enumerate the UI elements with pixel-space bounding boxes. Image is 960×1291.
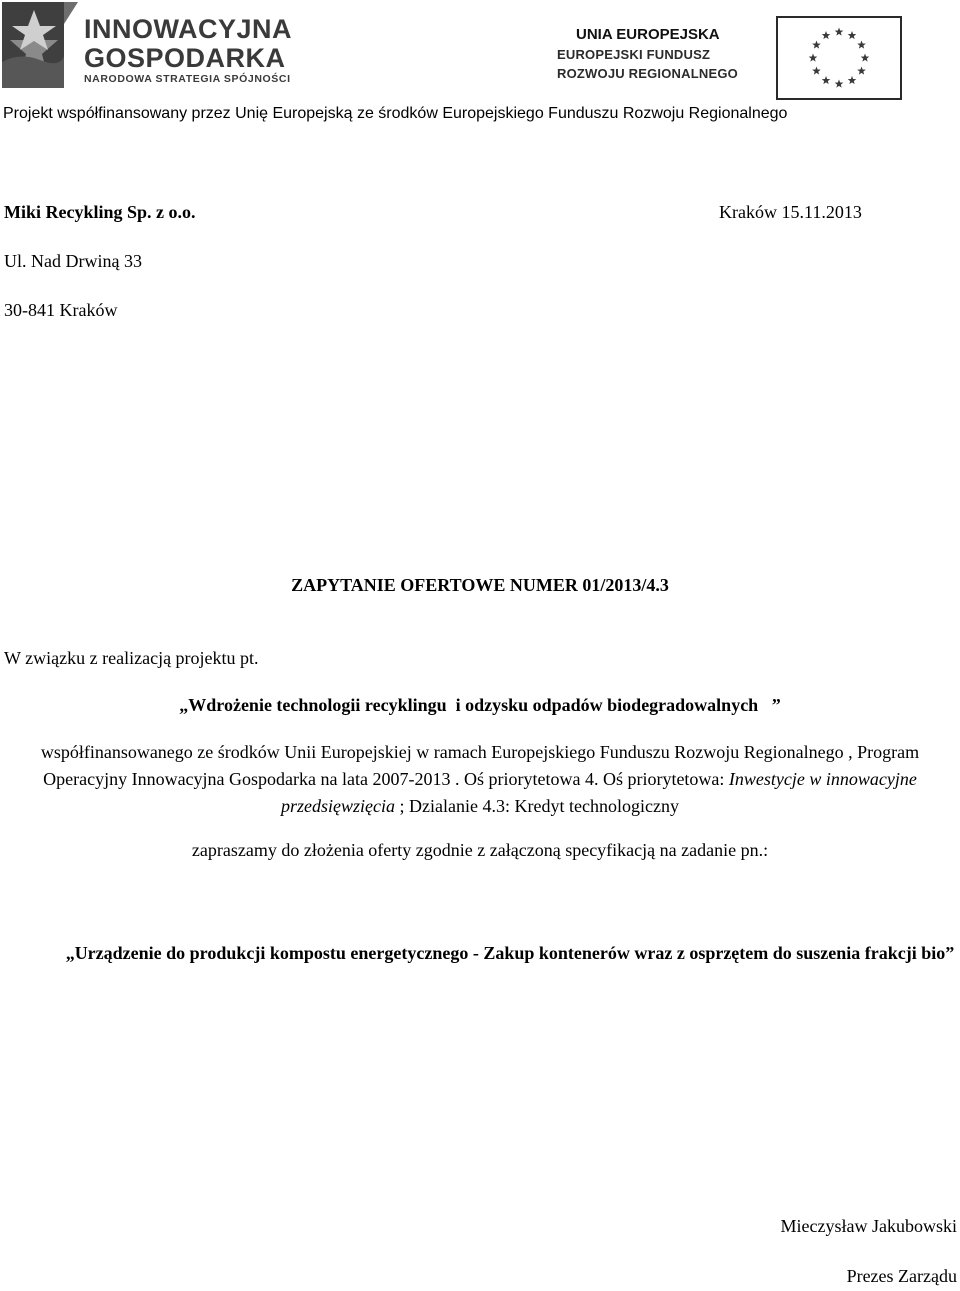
description-part1: współfinansowanego ze środków Unii Europejskiej w ramach Europejskiego Funduszu Rozwoju Regionalnego , Program Operacyjny Innowacyjna Gospodarka na lata 2007-2013 . Oś priorytetowa 4. Oś priorytetowa: xyxy=(40,742,920,789)
cofinancing-note: Projekt współfinansowany przez Unię Europejską ze środków Europejskiego Funduszu Rozwoju Regionalnego xyxy=(3,105,788,122)
eu-star-icon xyxy=(848,76,857,84)
eu-star-icon xyxy=(822,31,831,39)
company-name: Miki Recykling Sp. z o.o. xyxy=(4,202,196,222)
eu-star-icon xyxy=(835,28,844,36)
project-title: „Wdrożenie technologii recyklingu i odzysku odpadów biodegradowalnych ” xyxy=(179,695,781,715)
intro-text: W związku z realizacją projektu pt. xyxy=(4,648,259,668)
eu-star-icon xyxy=(812,41,821,49)
innovative-economy-logo xyxy=(0,0,300,90)
invitation-text: zapraszamy do złożenia oferty zgodnie z załączoną specyfikacją na zadanie pn.: xyxy=(191,840,769,860)
company-postal: 30-841 Kraków xyxy=(4,300,118,320)
logo-title-line2: GOSPODARKA xyxy=(84,43,286,73)
logo-subtitle: NARODOWA STRATEGIA SPÓJNOŚCI xyxy=(84,73,291,85)
eu-star-icon xyxy=(848,31,857,39)
eu-star-icon xyxy=(822,76,831,84)
task-title: „Urządzenie do produkcji kompostu energetycznego - Zakup kontenerów wraz z osprzętem do suszenia frakcji bio” xyxy=(65,943,955,963)
signer-role: Prezes Zarządu xyxy=(846,1266,957,1286)
eu-logo-line1: UNIA EUROPEJSKA xyxy=(576,26,720,43)
eu-star-icon xyxy=(861,54,870,62)
description-part2: ; Dzialanie 4.3: Kredyt technologiczny xyxy=(395,796,679,816)
eu-star-icon xyxy=(857,67,866,75)
eu-star-icon xyxy=(835,80,844,88)
eu-star-icon xyxy=(857,41,866,49)
company-street: Ul. Nad Drwiną 33 xyxy=(4,251,142,271)
eu-star-icon xyxy=(812,67,821,75)
inquiry-title: ZAPYTANIE OFERTOWE NUMER 01/2013/4.3 xyxy=(291,575,669,595)
place-and-date: Kraków 15.11.2013 xyxy=(719,202,862,222)
eu-logo-line3: ROZWOJU REGIONALNEGO xyxy=(557,66,738,81)
description-italic: Inwestycje w innowacyjne przedsięwzięcia xyxy=(281,769,917,816)
signer-name: Mieczysław Jakubowski xyxy=(780,1216,957,1236)
eu-flag-icon xyxy=(776,16,902,100)
eu-stars-icon xyxy=(778,18,900,98)
project-description xyxy=(18,739,942,820)
innovative-economy-logo-icon xyxy=(0,0,84,92)
logo-title-line1: INNOWACYJNA xyxy=(84,14,293,44)
eu-star-icon xyxy=(809,54,818,62)
eu-logo-line2: EUROPEJSKI FUNDUSZ xyxy=(557,47,711,62)
